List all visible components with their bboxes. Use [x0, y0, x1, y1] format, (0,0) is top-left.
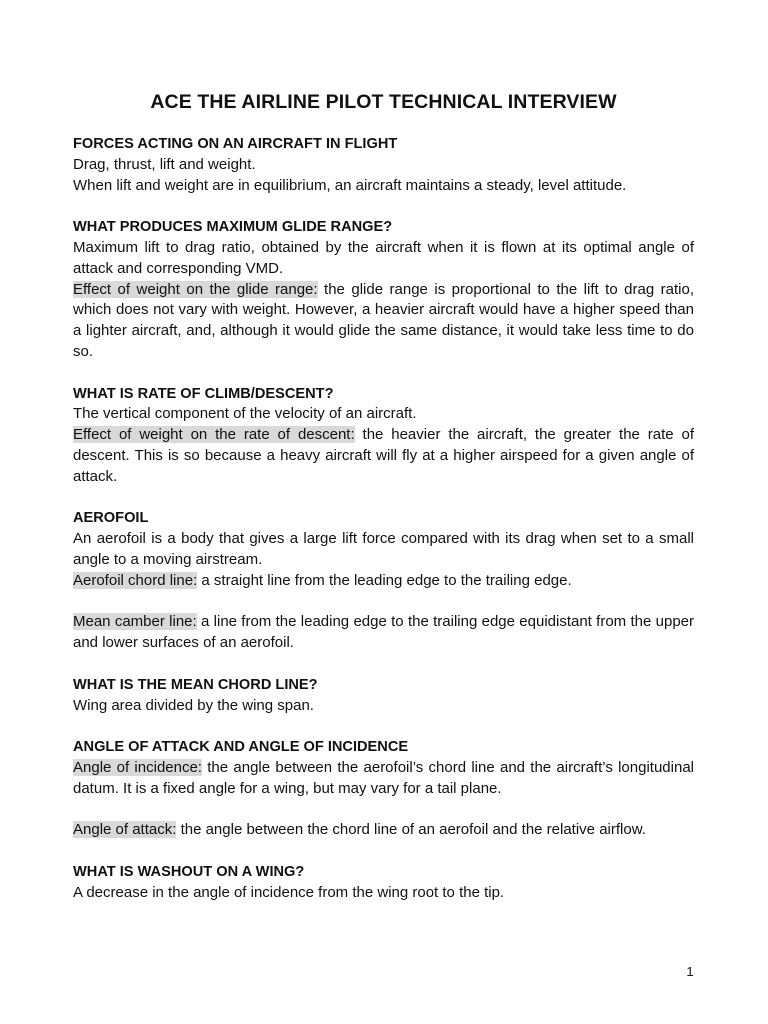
body-text: The vertical component of the velocity of an aircraft.	[73, 405, 417, 423]
definition-paragraph	[73, 280, 694, 363]
body-text: When lift and weight are in equilibrium, an aircraft maintains a steady, level attitude.	[73, 176, 627, 194]
section-heading: WHAT PRODUCES MAXIMUM GLIDE RANGE?	[73, 219, 393, 236]
highlighted-term: Aerofoil chord line:	[73, 571, 198, 589]
section-glide-range	[73, 217, 694, 363]
definition-paragraph	[73, 758, 694, 800]
section-washout	[73, 862, 694, 904]
section-mean-chord-line	[73, 675, 694, 717]
definition-text: the angle between the aerofoil’s chord line and the aircraft’s longitudinal datum. It is a fixed angle for a wing, but may vary for a tail plane.	[73, 758, 694, 797]
page-number: 1	[686, 964, 694, 979]
section-heading: WHAT IS THE MEAN CHORD LINE?	[73, 676, 318, 693]
paragraph-gap	[73, 592, 694, 613]
definition-paragraph	[73, 425, 694, 487]
paragraph-gap	[73, 800, 694, 821]
document-title: ACE THE AIRLINE PILOT TECHNICAL INTERVIEW	[150, 91, 617, 113]
section-heading: ANGLE OF ATTACK AND ANGLE OF INCIDENCE	[73, 739, 409, 756]
body-text: Wing area divided by the wing span.	[73, 696, 314, 714]
definition-text: the angle between the chord line of an aerofoil and the relative airflow.	[176, 821, 646, 839]
section-heading: WHAT IS RATE OF CLIMB/DESCENT?	[73, 385, 334, 402]
definition-paragraph	[73, 612, 694, 654]
body-text: A decrease in the angle of incidence from the wing root to the tip.	[73, 883, 505, 901]
section-heading: AEROFOIL	[73, 510, 149, 527]
section-heading: WHAT IS WASHOUT ON A WING?	[73, 863, 305, 880]
document-page	[73, 88, 694, 924]
section-aerofoil	[73, 508, 694, 654]
definition-paragraph	[73, 571, 694, 592]
highlighted-term: Effect of weight on the rate of descent:	[73, 426, 355, 444]
definition-text: a straight line from the leading edge to the trailing edge.	[197, 571, 572, 589]
body-text: Maximum lift to drag ratio, obtained by the aircraft when it is flown at its optimal angle of attack and corresponding VMD.	[73, 238, 694, 277]
definition-text: the glide range is proportional to the lift to drag ratio, which does not vary with weight. However, a heavier aircraft would have a higher speed than a lighter aircraft, and, although it would glide the same distance, it would take less time to do so.	[73, 280, 694, 360]
body-text: Drag, thrust, lift and weight.	[73, 155, 256, 173]
section-heading: FORCES ACTING ON AN AIRCRAFT IN FLIGHT	[73, 136, 398, 152]
highlighted-term: Angle of incidence:	[73, 758, 202, 776]
definition-text: the heavier the aircraft, the greater the rate of descent. This is so because a heavy aircraft will fly at a higher airspeed for a given angle of attack.	[73, 426, 694, 485]
highlighted-term: Effect of weight on the glide range:	[73, 280, 318, 298]
highlighted-term: Angle of attack:	[73, 821, 177, 839]
highlighted-term: Mean camber line:	[73, 613, 197, 631]
body-text: An aerofoil is a body that gives a large lift force compared with its drag when set to a small angle to a moving airstream.	[73, 530, 694, 568]
section-angles	[73, 737, 694, 841]
definition-paragraph	[73, 820, 694, 841]
section-forces	[73, 134, 694, 196]
definition-text: a line from the leading edge to the trailing edge equidistant from the upper and lower surfaces of an aerofoil.	[73, 613, 694, 652]
section-rate-of-climb	[73, 384, 694, 488]
